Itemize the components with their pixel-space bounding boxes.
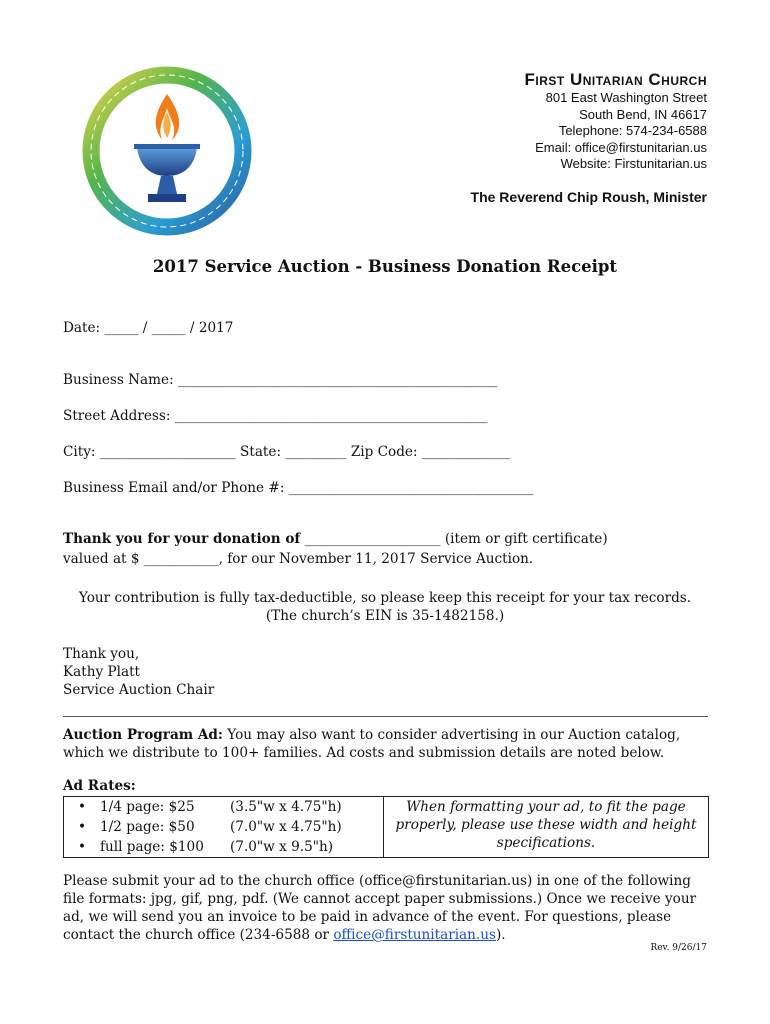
donation-item: ____________________ (item or gift certificate) xyxy=(300,531,608,547)
email: Email: office@firstunitarian.us xyxy=(535,139,707,155)
rate-size: (7.0"w x 9.5"h) xyxy=(230,839,334,855)
donation-value-line: valued at $ ___________, for our November 11, 2017 Service Auction. xyxy=(63,551,534,567)
rate-item xyxy=(78,797,342,817)
document-title: 2017 Service Auction - Business Donation Receipt xyxy=(152,257,618,276)
ad-description: You may also want to consider advertising in our Auction catalog, which we distribute to 100+ families. Ad costs and submission details are noted below. xyxy=(63,727,681,761)
office-email-link[interactable]: office@firstunitarian.us xyxy=(333,927,496,943)
signoff-title: Service Auction Chair xyxy=(63,682,215,698)
ein-text: (The church’s EIN is 35-1482158.) xyxy=(265,608,505,624)
submission-paragraph xyxy=(63,872,713,944)
bullet-icon: • xyxy=(78,819,87,835)
ad-label: Auction Program Ad: xyxy=(63,727,223,743)
rate-price: 1/2 page: $50 xyxy=(100,819,195,835)
ad-rates-heading: Ad Rates: xyxy=(63,778,136,794)
signoff-thanks: Thank you, xyxy=(63,646,140,662)
rate-price: 1/4 page: $25 xyxy=(100,799,195,815)
bullet-icon: • xyxy=(78,799,87,815)
tax-deductible-text: Your contribution is fully tax-deductible, so please keep this receipt for your tax records. xyxy=(78,590,692,606)
address-line: 801 East Washington Street xyxy=(545,90,707,105)
business-name-field: Business Name: _______________________________________________ xyxy=(63,372,498,388)
rate-item xyxy=(78,837,342,857)
rates-list xyxy=(78,797,342,857)
donation-thanks-bold: Thank you for your donation of xyxy=(63,531,301,547)
website: Website: Firstunitarian.us xyxy=(560,156,707,172)
date-field: Date: _____ / _____ / 2017 xyxy=(63,320,234,336)
church-logo xyxy=(82,66,252,236)
donation-line xyxy=(63,531,608,547)
rate-price: full page: $100 xyxy=(100,839,204,855)
rate-size: (3.5"w x 4.75"h) xyxy=(230,799,342,815)
email-phone-field: Business Email and/or Phone #: ____________________________________ xyxy=(63,480,534,496)
telephone: Telephone: 574-234-6588 xyxy=(558,123,707,139)
church-name: First Unitarian Church xyxy=(524,70,707,89)
section-divider xyxy=(63,716,708,717)
rate-size: (7.0"w x 4.75"h) xyxy=(230,819,342,835)
ad-paragraph xyxy=(63,726,713,762)
signoff-name: Kathy Platt xyxy=(63,664,141,680)
rate-item xyxy=(78,817,342,837)
street-address-field: Street Address: ______________________________________________ xyxy=(63,408,488,424)
church-address xyxy=(535,90,707,173)
submission-text: Please submit your ad to the church office (office@firstunitarian.us) in one of the following file formats: jpg, gif, png, pdf. (We cannot accept paper submissions.) Once we receive your ad, we will send you an invoice to be paid in advance of the event. For questions, please contact the church office (234-6588 or xyxy=(63,873,697,943)
format-note: When formatting your ad, to fit the page properly, please use these width and height specifications. xyxy=(395,799,697,851)
submission-end: ). xyxy=(495,927,506,943)
minister-name: The Reverend Chip Roush, Minister xyxy=(470,189,707,205)
address-line: South Bend, IN 46617 xyxy=(579,106,707,122)
revision-date: Rev. 9/26/17 xyxy=(650,943,707,953)
bullet-icon: • xyxy=(78,839,87,855)
city-state-zip-field: City: ____________________ State: _________ Zip Code: _____________ xyxy=(63,444,511,460)
